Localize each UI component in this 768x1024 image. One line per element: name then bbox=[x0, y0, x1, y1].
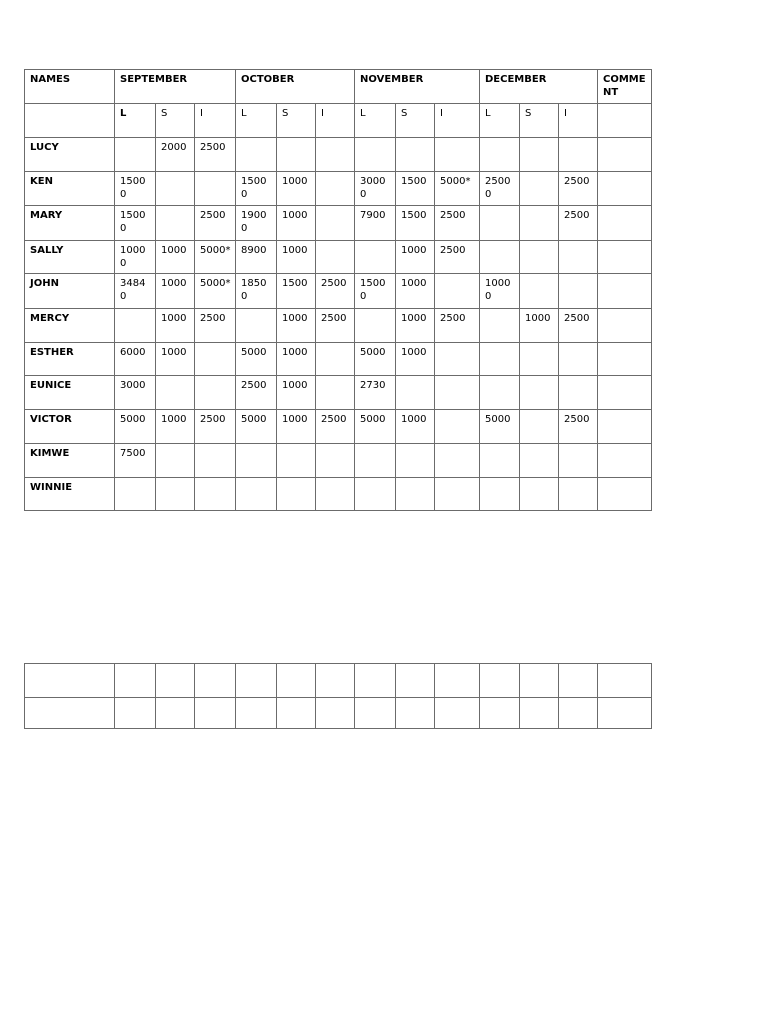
amount-cell bbox=[316, 376, 355, 410]
empty-cell bbox=[480, 698, 520, 729]
amount-cell bbox=[435, 138, 480, 172]
amount-cell: 1000 bbox=[156, 410, 195, 444]
subheader-cell: L bbox=[480, 104, 520, 138]
amount-cell: 3000 bbox=[115, 376, 156, 410]
amount-cell bbox=[156, 172, 195, 206]
amount-cell bbox=[156, 376, 195, 410]
header-september: SEPTEMBER bbox=[115, 70, 236, 104]
amount-cell: 1000 bbox=[156, 343, 195, 376]
amount-cell bbox=[559, 241, 598, 274]
name-cell: EUNICE bbox=[25, 376, 115, 410]
amount-cell bbox=[236, 444, 277, 478]
amount-cell: 2500 bbox=[435, 206, 480, 241]
comment-cell bbox=[598, 410, 652, 444]
amount-cell bbox=[316, 343, 355, 376]
table-row bbox=[25, 309, 652, 343]
amount-cell bbox=[277, 444, 316, 478]
amount-cell bbox=[316, 172, 355, 206]
amount-cell bbox=[520, 274, 559, 309]
amount-cell: 18500 bbox=[236, 274, 277, 309]
amount-cell: 1000 bbox=[277, 343, 316, 376]
subheader-cell: I bbox=[195, 104, 236, 138]
amount-cell bbox=[355, 309, 396, 343]
amount-cell bbox=[277, 138, 316, 172]
amount-cell bbox=[236, 138, 277, 172]
contributions-table bbox=[24, 69, 652, 511]
empty-cell bbox=[195, 698, 236, 729]
amount-cell: 2500 bbox=[195, 206, 236, 241]
header-december: DECEMBER bbox=[480, 70, 598, 104]
amount-cell: 15000 bbox=[355, 274, 396, 309]
table-row bbox=[25, 274, 652, 309]
amount-cell bbox=[396, 138, 435, 172]
amount-cell bbox=[520, 343, 559, 376]
empty-cell bbox=[396, 698, 435, 729]
empty-cell bbox=[559, 698, 598, 729]
name-cell: MARY bbox=[25, 206, 115, 241]
amount-cell bbox=[559, 478, 598, 511]
amount-cell bbox=[156, 444, 195, 478]
amount-cell bbox=[520, 444, 559, 478]
amount-cell: 2500 bbox=[236, 376, 277, 410]
amount-cell bbox=[316, 138, 355, 172]
amount-cell bbox=[115, 138, 156, 172]
empty-cell bbox=[435, 698, 480, 729]
header-names: NAMES bbox=[25, 70, 115, 104]
amount-cell: 1000 bbox=[277, 172, 316, 206]
amount-cell: 2500 bbox=[559, 309, 598, 343]
amount-cell bbox=[316, 241, 355, 274]
subheader-cell: S bbox=[156, 104, 195, 138]
amount-cell: 2500 bbox=[316, 274, 355, 309]
amount-cell bbox=[480, 241, 520, 274]
amount-cell: 5000 bbox=[236, 343, 277, 376]
amount-cell: 15000 bbox=[115, 206, 156, 241]
amount-cell: 1000 bbox=[396, 343, 435, 376]
header-comment: COMMENT bbox=[598, 70, 652, 104]
amount-cell bbox=[435, 376, 480, 410]
empty-cell bbox=[316, 698, 355, 729]
comment-cell bbox=[598, 138, 652, 172]
header-october: OCTOBER bbox=[236, 70, 355, 104]
empty-cell bbox=[236, 664, 277, 698]
amount-cell: 5000 bbox=[355, 343, 396, 376]
amount-cell bbox=[396, 444, 435, 478]
amount-cell bbox=[277, 478, 316, 511]
header-row-subcolumns bbox=[25, 104, 652, 138]
amount-cell bbox=[236, 478, 277, 511]
amount-cell bbox=[480, 376, 520, 410]
amount-cell bbox=[435, 478, 480, 511]
amount-cell bbox=[316, 206, 355, 241]
empty-cell bbox=[277, 698, 316, 729]
subheader-cell bbox=[598, 104, 652, 138]
amount-cell: 2500 bbox=[559, 206, 598, 241]
amount-cell: 25000 bbox=[480, 172, 520, 206]
name-cell: SALLY bbox=[25, 241, 115, 274]
name-cell: WINNIE bbox=[25, 478, 115, 511]
amount-cell bbox=[435, 274, 480, 309]
amount-cell: 10000 bbox=[480, 274, 520, 309]
comment-cell bbox=[598, 274, 652, 309]
name-cell: KIMWE bbox=[25, 444, 115, 478]
empty-cell bbox=[277, 664, 316, 698]
amount-cell bbox=[195, 376, 236, 410]
amount-cell: 5000* bbox=[195, 241, 236, 274]
empty-cell bbox=[25, 664, 115, 698]
amount-cell: 2500 bbox=[559, 172, 598, 206]
amount-cell: 6000 bbox=[115, 343, 156, 376]
amount-cell: 1000 bbox=[277, 376, 316, 410]
amount-cell bbox=[520, 478, 559, 511]
empty-cell bbox=[520, 664, 559, 698]
comment-cell bbox=[598, 241, 652, 274]
table-row bbox=[25, 698, 652, 729]
amount-cell: 8900 bbox=[236, 241, 277, 274]
subheader-cell: S bbox=[520, 104, 559, 138]
amount-cell: 34840 bbox=[115, 274, 156, 309]
amount-cell bbox=[156, 206, 195, 241]
comment-cell bbox=[598, 172, 652, 206]
amount-cell bbox=[520, 410, 559, 444]
table-row bbox=[25, 172, 652, 206]
empty-cell bbox=[316, 664, 355, 698]
table-row bbox=[25, 376, 652, 410]
amount-cell bbox=[435, 343, 480, 376]
amount-cell bbox=[520, 376, 559, 410]
amount-cell bbox=[355, 478, 396, 511]
amount-cell bbox=[480, 206, 520, 241]
amount-cell bbox=[435, 410, 480, 444]
amount-cell bbox=[115, 309, 156, 343]
amount-cell: 1000 bbox=[396, 309, 435, 343]
amount-cell: 2730 bbox=[355, 376, 396, 410]
amount-cell bbox=[480, 444, 520, 478]
amount-cell bbox=[559, 444, 598, 478]
amount-cell bbox=[355, 138, 396, 172]
subheader-cell: L bbox=[115, 104, 156, 138]
amount-cell: 5000 bbox=[236, 410, 277, 444]
amount-cell bbox=[316, 478, 355, 511]
amount-cell: 15000 bbox=[115, 172, 156, 206]
amount-cell bbox=[156, 478, 195, 511]
amount-cell: 1000 bbox=[520, 309, 559, 343]
amount-cell: 2500 bbox=[316, 309, 355, 343]
empty-cell bbox=[480, 664, 520, 698]
empty-cell bbox=[195, 664, 236, 698]
name-cell: JOHN bbox=[25, 274, 115, 309]
amount-cell: 1000 bbox=[277, 206, 316, 241]
table-row bbox=[25, 478, 652, 511]
amount-cell bbox=[195, 343, 236, 376]
subheader-cell: L bbox=[355, 104, 396, 138]
empty-cell bbox=[115, 664, 156, 698]
amount-cell bbox=[195, 172, 236, 206]
amount-cell: 2000 bbox=[156, 138, 195, 172]
amount-cell: 1500 bbox=[277, 274, 316, 309]
empty-cell bbox=[236, 698, 277, 729]
subheader-cell: I bbox=[559, 104, 598, 138]
subheader-cell: L bbox=[236, 104, 277, 138]
table-row bbox=[25, 343, 652, 376]
empty-cell bbox=[156, 664, 195, 698]
amount-cell bbox=[480, 478, 520, 511]
amount-cell bbox=[559, 343, 598, 376]
subheader-cell: S bbox=[277, 104, 316, 138]
amount-cell bbox=[520, 172, 559, 206]
amount-cell bbox=[559, 138, 598, 172]
amount-cell: 19000 bbox=[236, 206, 277, 241]
comment-cell bbox=[598, 206, 652, 241]
comment-cell bbox=[598, 376, 652, 410]
amount-cell: 1500 bbox=[396, 172, 435, 206]
name-cell: VICTOR bbox=[25, 410, 115, 444]
amount-cell: 5000 bbox=[355, 410, 396, 444]
empty-cell bbox=[435, 664, 480, 698]
amount-cell: 10000 bbox=[115, 241, 156, 274]
amount-cell bbox=[195, 444, 236, 478]
table-row bbox=[25, 138, 652, 172]
amount-cell: 5000* bbox=[195, 274, 236, 309]
name-cell: MERCY bbox=[25, 309, 115, 343]
header-row-months bbox=[25, 70, 652, 104]
table-row bbox=[25, 206, 652, 241]
empty-cell bbox=[355, 664, 396, 698]
amount-cell: 1000 bbox=[156, 274, 195, 309]
amount-cell: 1000 bbox=[277, 309, 316, 343]
empty-cell bbox=[520, 698, 559, 729]
amount-cell bbox=[316, 444, 355, 478]
amount-cell: 1000 bbox=[156, 241, 195, 274]
amount-cell bbox=[195, 478, 236, 511]
amount-cell bbox=[520, 241, 559, 274]
empty-cell bbox=[559, 664, 598, 698]
subheader-cell: S bbox=[396, 104, 435, 138]
empty-cell bbox=[598, 698, 652, 729]
amount-cell bbox=[559, 274, 598, 309]
amount-cell: 1000 bbox=[277, 410, 316, 444]
amount-cell: 5000* bbox=[435, 172, 480, 206]
name-cell: ESTHER bbox=[25, 343, 115, 376]
empty-cell bbox=[115, 698, 156, 729]
amount-cell bbox=[115, 478, 156, 511]
amount-cell bbox=[236, 309, 277, 343]
amount-cell bbox=[520, 206, 559, 241]
amount-cell bbox=[396, 376, 435, 410]
amount-cell bbox=[520, 138, 559, 172]
amount-cell: 2500 bbox=[195, 309, 236, 343]
amount-cell: 1500 bbox=[396, 206, 435, 241]
amount-cell: 7500 bbox=[115, 444, 156, 478]
empty-cell bbox=[355, 698, 396, 729]
empty-cell bbox=[598, 664, 652, 698]
empty-cell bbox=[156, 698, 195, 729]
comment-cell bbox=[598, 444, 652, 478]
amount-cell bbox=[480, 138, 520, 172]
amount-cell: 15000 bbox=[236, 172, 277, 206]
amount-cell: 2500 bbox=[195, 138, 236, 172]
comment-cell bbox=[598, 478, 652, 511]
amount-cell bbox=[480, 343, 520, 376]
table-row bbox=[25, 241, 652, 274]
amount-cell bbox=[480, 309, 520, 343]
amount-cell bbox=[559, 376, 598, 410]
amount-cell: 2500 bbox=[559, 410, 598, 444]
amount-cell bbox=[355, 241, 396, 274]
comment-cell bbox=[598, 343, 652, 376]
amount-cell: 1000 bbox=[396, 241, 435, 274]
empty-table bbox=[24, 663, 652, 729]
amount-cell: 5000 bbox=[480, 410, 520, 444]
comment-cell bbox=[598, 309, 652, 343]
empty-cell bbox=[25, 698, 115, 729]
amount-cell: 2500 bbox=[435, 309, 480, 343]
amount-cell: 2500 bbox=[316, 410, 355, 444]
amount-cell bbox=[396, 478, 435, 511]
amount-cell: 30000 bbox=[355, 172, 396, 206]
amount-cell: 2500 bbox=[435, 241, 480, 274]
name-cell: LUCY bbox=[25, 138, 115, 172]
amount-cell: 1000 bbox=[156, 309, 195, 343]
header-november: NOVEMBER bbox=[355, 70, 480, 104]
subheader-cell bbox=[25, 104, 115, 138]
amount-cell: 1000 bbox=[396, 274, 435, 309]
amount-cell bbox=[355, 444, 396, 478]
table-row bbox=[25, 664, 652, 698]
amount-cell: 1000 bbox=[277, 241, 316, 274]
empty-cell bbox=[396, 664, 435, 698]
table-row bbox=[25, 410, 652, 444]
amount-cell: 7900 bbox=[355, 206, 396, 241]
amount-cell bbox=[435, 444, 480, 478]
subheader-cell: I bbox=[435, 104, 480, 138]
subheader-cell: I bbox=[316, 104, 355, 138]
amount-cell: 2500 bbox=[195, 410, 236, 444]
name-cell: KEN bbox=[25, 172, 115, 206]
amount-cell: 1000 bbox=[396, 410, 435, 444]
table-row bbox=[25, 444, 652, 478]
amount-cell: 5000 bbox=[115, 410, 156, 444]
